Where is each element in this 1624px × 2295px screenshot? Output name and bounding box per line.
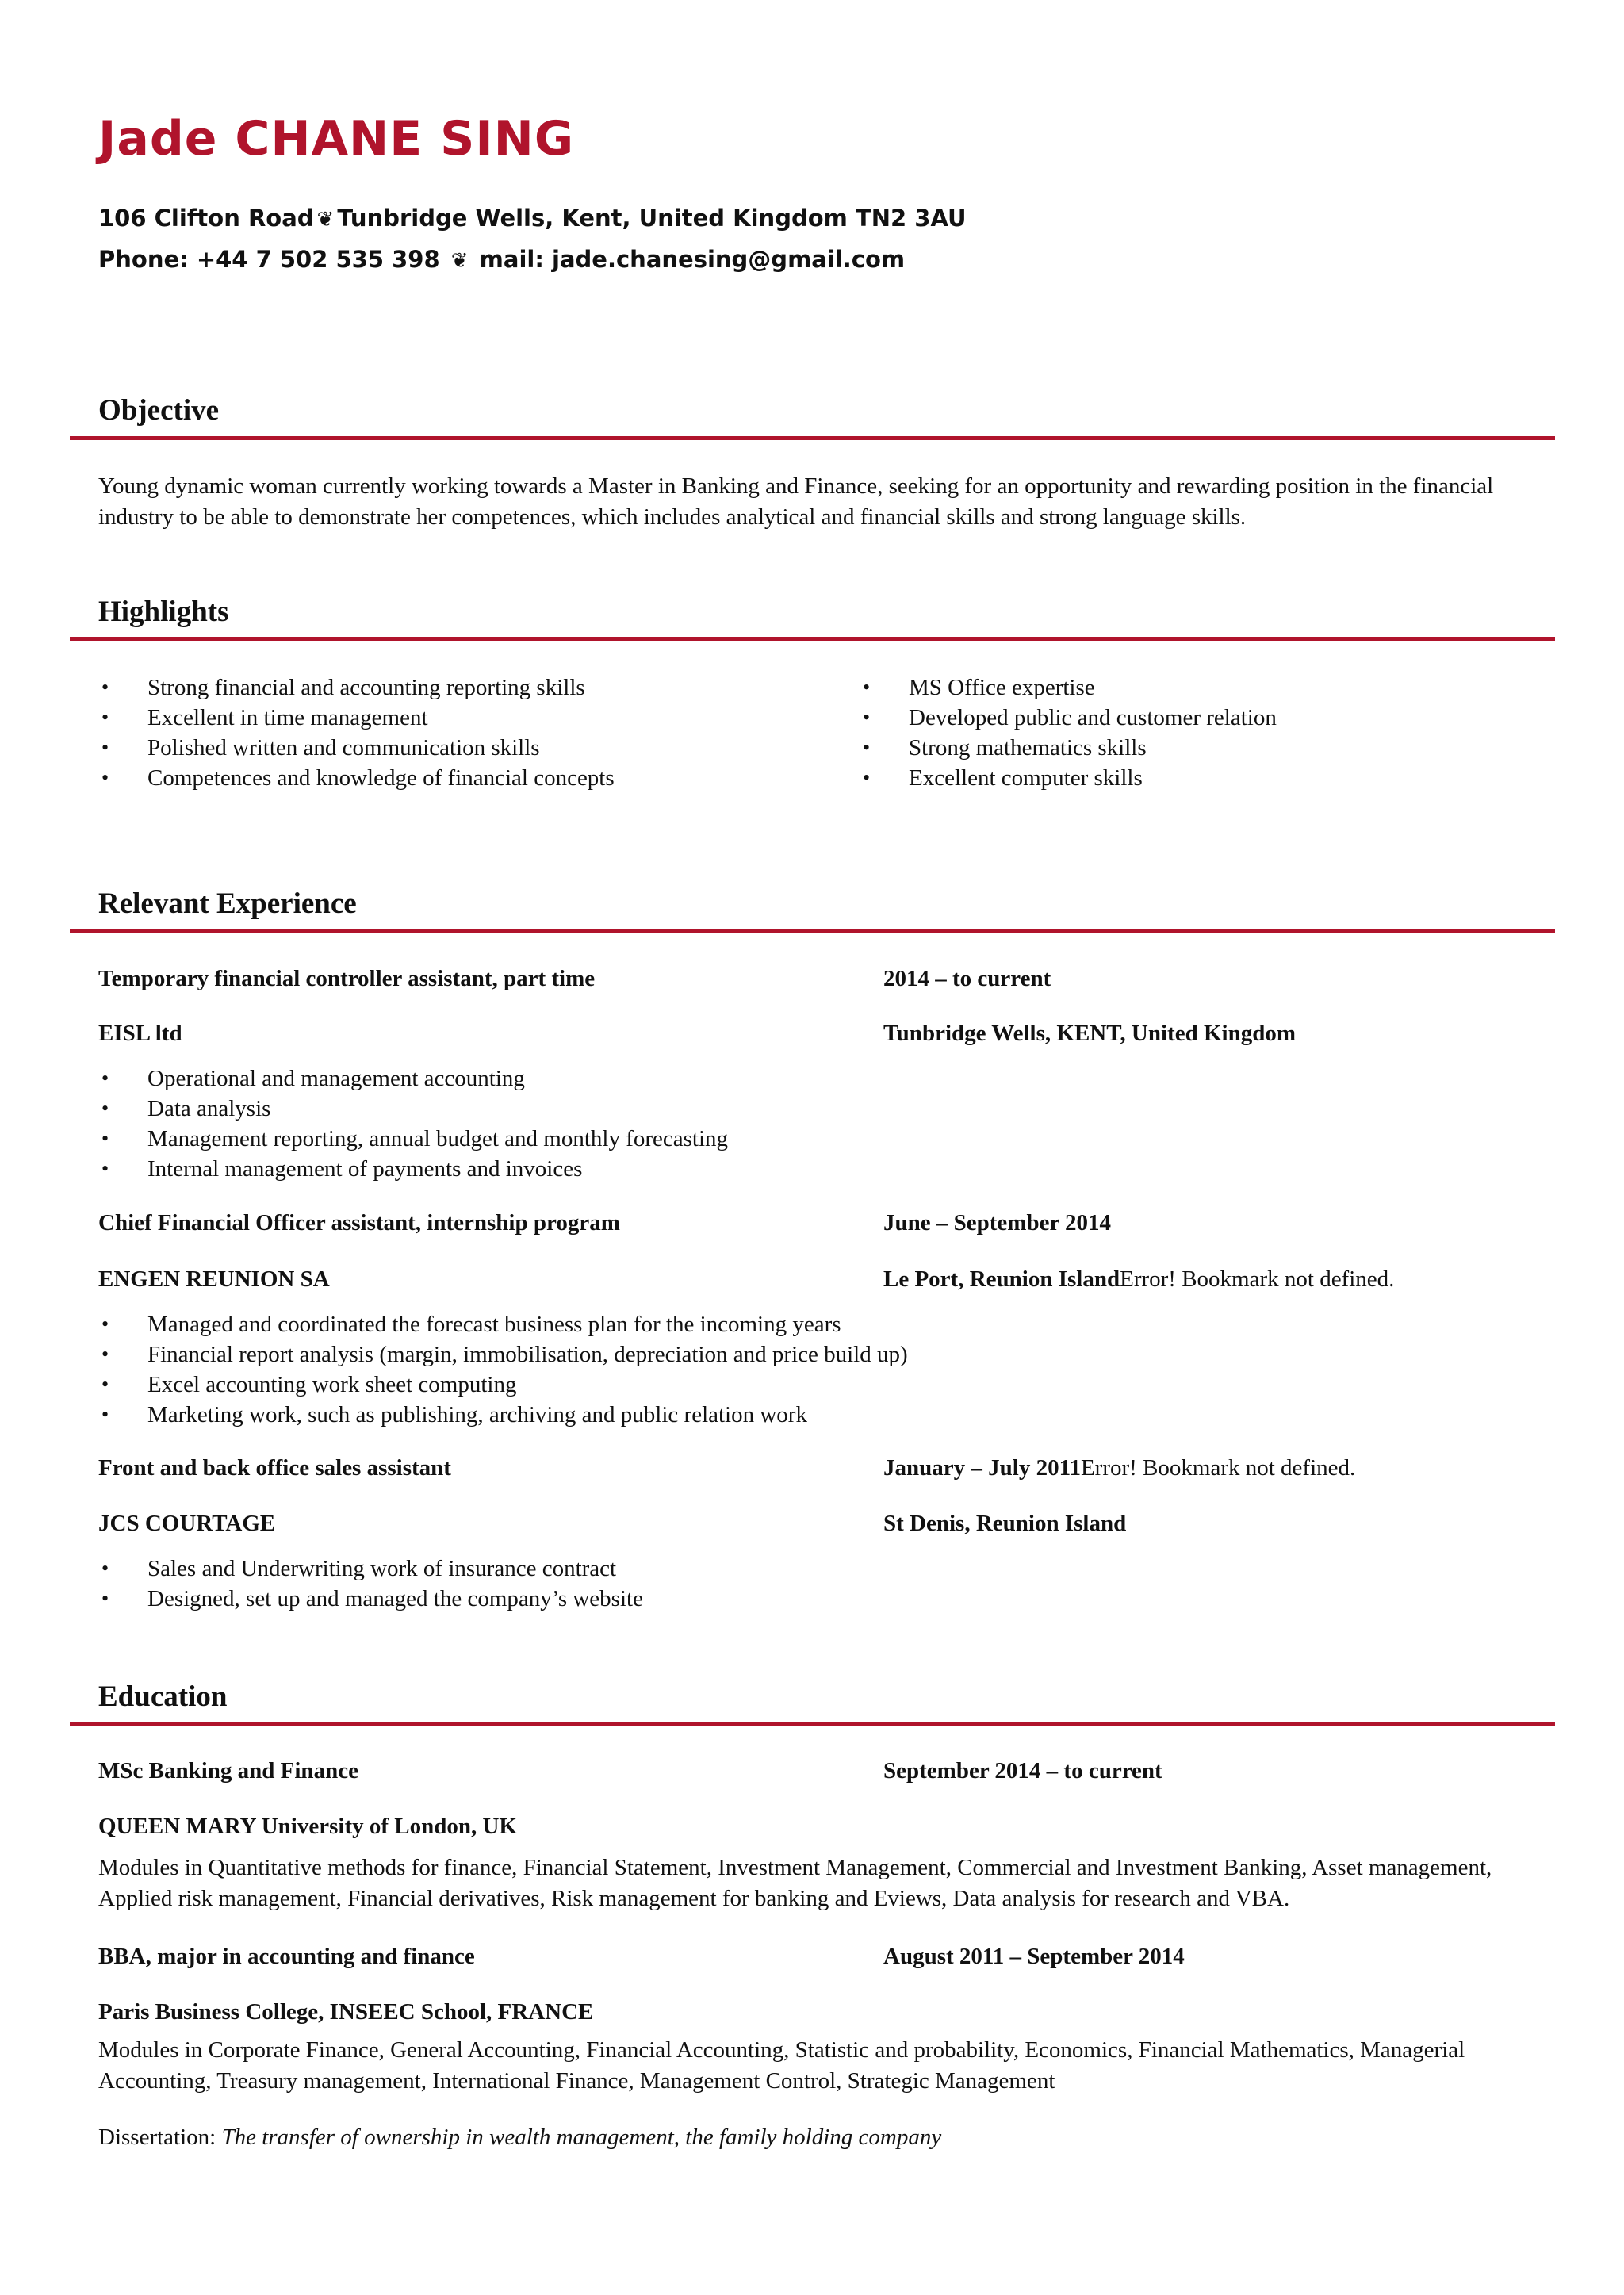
address-city: Tunbridge Wells, Kent, United Kingdom TN2 3AU	[337, 205, 967, 232]
job-company: ENGEN REUNION SA	[98, 1266, 330, 1292]
list-item: • Excellent computer skills	[860, 763, 1277, 793]
job-company: EISL ltd	[98, 1021, 182, 1046]
dissertation-label: Dissertation:	[98, 2125, 216, 2150]
phone-text: Phone: +44 7 502 535 398	[98, 246, 440, 273]
list-item: • Managed and coordinated the forecast business plan for the incoming years	[98, 1309, 908, 1339]
candidate-name: Jade CHANE SING	[98, 111, 575, 167]
list-item: • Developed public and customer relation	[860, 703, 1277, 733]
job-dates: June – September 2014	[883, 1210, 1112, 1236]
list-item: • Polished written and communication skills	[98, 733, 615, 763]
list-item: • Excel accounting work sheet computing	[98, 1370, 908, 1400]
degree-title: MSc Banking and Finance	[98, 1758, 358, 1784]
job-role: Front and back office sales assistant	[98, 1455, 451, 1481]
fleuron-separator-icon: ❦	[450, 249, 469, 273]
job-role: Chief Financial Officer assistant, internship program	[98, 1210, 620, 1236]
address-street: 106 Clifton Road	[98, 205, 314, 232]
list-item: • Sales and Underwriting work of insurance contract	[98, 1554, 643, 1584]
fleuron-separator-icon: ❦	[316, 208, 335, 232]
section-title-highlights: Highlights	[98, 596, 229, 628]
section-title-education: Education	[98, 1680, 228, 1713]
job-duties-list	[98, 1063, 728, 1184]
dissertation-title: The transfer of ownership in wealth management, the family holding company	[221, 2125, 942, 2150]
job-duties-list	[98, 1309, 908, 1430]
section-title-objective: Objective	[98, 394, 220, 427]
list-item: • Management reporting, annual budget and monthly forecasting	[98, 1124, 728, 1154]
list-item: • Operational and management accounting	[98, 1063, 728, 1094]
list-item: • Financial report analysis (margin, immobilisation, depreciation and price build up)	[98, 1339, 908, 1370]
list-item: • Excellent in time management	[98, 703, 615, 733]
job-location: St Denis, Reunion Island	[883, 1511, 1127, 1536]
section-divider	[70, 929, 1555, 933]
email-text: mail: jade.chanesing@gmail.com	[479, 246, 906, 273]
job-role: Temporary financial controller assistant, part time	[98, 966, 596, 991]
list-item: • Internal management of payments and invoices	[98, 1154, 728, 1184]
list-item: • Data analysis	[98, 1094, 728, 1124]
degree-title: BBA, major in accounting and finance	[98, 1944, 475, 1969]
job-company: JCS COURTAGE	[98, 1511, 276, 1536]
job-duties-list	[98, 1554, 643, 1614]
section-title-experience: Relevant Experience	[98, 887, 357, 920]
degree-dates: August 2011 – September 2014	[883, 1944, 1185, 1969]
list-item: • MS Office expertise	[860, 672, 1277, 703]
highlights-list-left	[98, 672, 615, 793]
job-location: Le Port, Reunion IslandError! Bookmark not defined.	[883, 1266, 1395, 1292]
list-item: • Designed, set up and managed the company’s website	[98, 1584, 643, 1614]
section-divider	[70, 637, 1555, 641]
degree-modules: Modules in Quantitative methods for finance, Financial Statement, Investment Management, Commercial and Investment Banking, Asset management, Applied risk management, Financial derivatives, Risk management for banking and Eviews, Data analysis for research and VBA.	[98, 1855, 1492, 1911]
section-divider	[70, 436, 1555, 440]
list-item: • Strong mathematics skills	[860, 733, 1277, 763]
job-location: Tunbridge Wells, KENT, United Kingdom	[883, 1021, 1296, 1046]
address-line	[98, 205, 967, 232]
list-item: • Marketing work, such as publishing, archiving and public relation work	[98, 1400, 908, 1430]
list-item: • Competences and knowledge of financial concepts	[98, 763, 615, 793]
job-dates: January – July 2011Error! Bookmark not defined.	[883, 1455, 1356, 1481]
degree-dates: September 2014 – to current	[883, 1758, 1162, 1784]
degree-modules: Modules in Corporate Finance, General Accounting, Financial Accounting, Statistic and probability, Economics, Financial Mathematics, Managerial Accounting, Treasury management, International Finance, Management Control, Strategic Management	[98, 2037, 1465, 2094]
list-item: • Strong financial and accounting reporting skills	[98, 672, 615, 703]
school-name: QUEEN MARY University of London, UK	[98, 1814, 517, 1839]
dissertation-line	[98, 2122, 1526, 2153]
objective-text: Young dynamic woman currently working towards a Master in Banking and Finance, seeking for an opportunity and rewarding position in the financial industry to be able to demonstrate her competences, which includes analytical and financial skills and strong language skills.	[98, 473, 1494, 530]
job-dates: 2014 – to current	[883, 966, 1051, 991]
school-name: Paris Business College, INSEEC School, FRANCE	[98, 1999, 594, 2025]
section-divider	[70, 1722, 1555, 1726]
contact-line	[98, 246, 905, 273]
highlights-list-right	[860, 672, 1277, 793]
